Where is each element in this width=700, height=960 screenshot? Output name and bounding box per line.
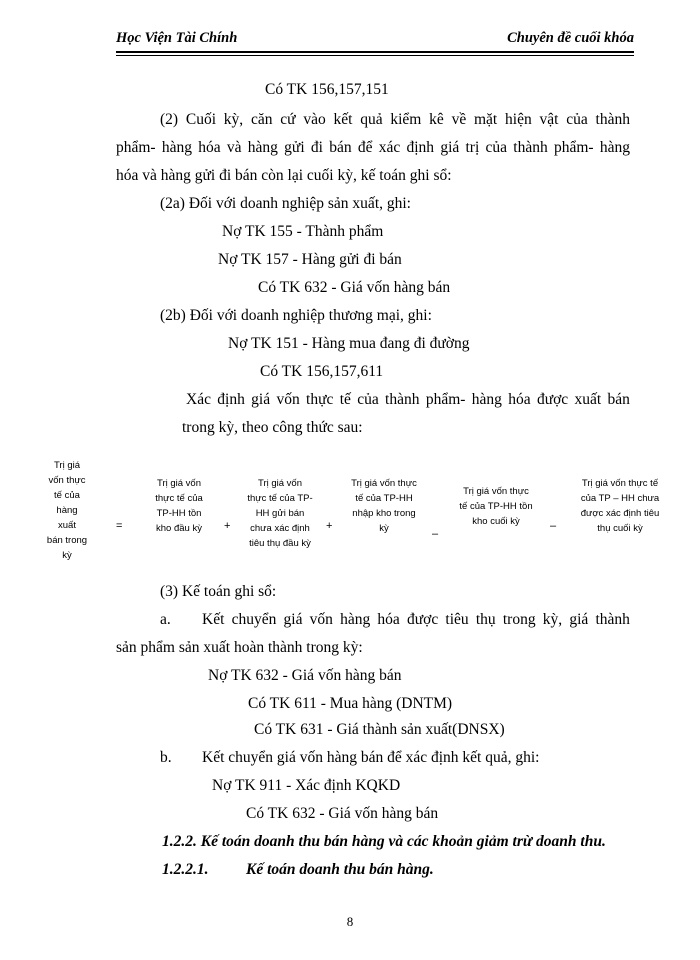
paragraph-2-line-1: [160, 110, 630, 130]
entry-no-tk-911: Nợ TK 911 - Xác định KQKD: [212, 777, 401, 794]
word: căn: [250, 111, 273, 128]
formula-minus-1: –: [432, 528, 439, 540]
word: thụ: [475, 611, 496, 628]
word: xuất: [574, 391, 602, 408]
formula-term-goods-sent-opening: [234, 476, 326, 551]
word: mặt: [474, 111, 498, 128]
word: hóa: [508, 391, 531, 408]
word: để: [357, 139, 373, 156]
formula-line: thực tế của TP-: [247, 493, 313, 504]
formula-line: tiêu thụ đầu kỳ: [249, 538, 311, 549]
word: phẩm-: [116, 139, 156, 156]
word: vốn: [309, 611, 333, 628]
word: vốn: [276, 391, 300, 408]
word: Xác: [186, 391, 211, 408]
formula-line: thực tế của: [155, 493, 203, 504]
word: định: [217, 391, 245, 408]
word: chuyển: [231, 611, 277, 628]
entry-co-tk-631: Có TK 631 - Giá thành sản xuất(DNSX): [254, 721, 505, 738]
formula-line: hàng: [56, 505, 78, 516]
formula-line: tế của TP-HH tồn: [459, 501, 533, 512]
word: vào: [303, 111, 326, 128]
word: giá: [440, 139, 460, 156]
formula-line: tế của: [54, 490, 80, 501]
formula-line: Trị giá vốn thực: [351, 478, 417, 489]
header-title: Chuyên đề cuối khóa: [507, 30, 634, 46]
word: thành: [595, 611, 630, 628]
word: của: [485, 139, 508, 156]
word: trị: [465, 139, 480, 156]
word: hóa: [198, 139, 221, 156]
word: Cuối: [185, 111, 217, 128]
formula-line: thụ cuối kỳ: [597, 523, 643, 534]
paragraph-2-line-3: hóa và hàng gửi đi bán còn lại cuối kỳ, kế toán ghi sổ:: [116, 167, 452, 184]
formula-line: nhập kho trong: [352, 508, 416, 519]
word: kê: [429, 111, 444, 128]
word: (2): [160, 111, 179, 128]
page-number: 8: [346, 914, 354, 929]
header-institution: Học Viện Tài Chính: [116, 30, 238, 46]
word: của: [566, 111, 588, 128]
entry-no-tk-155: Nợ TK 155 - Thành phẩm: [222, 223, 384, 240]
paragraph-2a: (2a) Đối với doanh nghiệp sản xuất, ghi:: [160, 195, 411, 212]
word: hàng: [340, 611, 371, 628]
formula-line: xuất: [58, 520, 76, 531]
word: đi: [310, 139, 323, 156]
header-rule-thin: [116, 55, 634, 56]
word: kỳ,: [223, 111, 244, 128]
formula-plus-2: +: [326, 520, 333, 532]
word: hàng: [247, 139, 278, 156]
word: thành: [513, 139, 548, 156]
item-a-line-1: [202, 610, 630, 630]
word: bán: [329, 139, 352, 156]
word: hiện: [505, 111, 532, 128]
formula-line: Trị giá vốn: [157, 478, 201, 489]
item-a-marker: a.: [160, 611, 171, 628]
word: cứ: [280, 111, 296, 128]
word: quả: [360, 111, 383, 128]
word: phẩm-: [425, 391, 466, 408]
word: được: [407, 611, 439, 628]
paragraph-xac-dinh-line-2: trong kỳ, theo công thức sau:: [182, 419, 363, 436]
word: về: [451, 111, 467, 128]
word: phẩm-: [553, 139, 594, 156]
word: thành: [595, 111, 630, 128]
word: định: [406, 139, 435, 156]
word: tiêu: [445, 611, 469, 628]
page-header: [116, 26, 634, 50]
formula-minus-2: –: [550, 520, 557, 532]
entry-co-tk-632-b: Có TK 632 - Giá vốn hàng bán: [246, 805, 439, 822]
entry-co-tk-156-157-611: Có TK 156,157,611: [260, 363, 384, 380]
formula-line: Trị giá vốn thực: [463, 486, 529, 497]
item-b-text: Kết chuyển giá vốn hàng bán để xác định kết quả, ghi:: [202, 749, 540, 766]
formula-line: vốn thực: [48, 475, 86, 486]
word: hàng: [161, 139, 192, 156]
word: giá: [251, 391, 271, 408]
paragraph-2b: (2b) Đối với doanh nghiệp thương mại, ghi:: [160, 307, 432, 324]
word: thực: [306, 391, 334, 408]
formula-line: Trị giá vốn thực tế: [581, 478, 659, 489]
formula-line: kho cuối kỳ: [472, 516, 520, 527]
word: gửi: [284, 139, 305, 156]
word: xác: [378, 139, 401, 156]
heading-1-2-2: 1.2.2. Kế toán doanh thu bán hàng và các khoản giảm trừ doanh thu.: [162, 833, 606, 850]
formula-term-closing-stock: [446, 484, 546, 529]
entry-co-tk-611: Có TK 611 - Mua hàng (DNTM): [248, 695, 453, 712]
formula-line: Trị giá vốn: [258, 478, 302, 489]
entry-no-tk-151: Nợ TK 151 - Hàng mua đang đi đường: [228, 335, 470, 352]
entry-no-tk-157: Nợ TK 157 - Hàng gửi đi bán: [218, 251, 402, 268]
word: hóa: [377, 611, 400, 628]
formula-term-opening-stock: [134, 476, 224, 536]
paragraph-xac-dinh-line-1: [186, 390, 630, 410]
formula-plus-1: +: [224, 520, 231, 532]
word: tế: [339, 391, 351, 408]
formula-term-goods-sent-closing: [566, 476, 674, 536]
word: thành: [385, 391, 420, 408]
formula-line: kỳ: [62, 550, 72, 561]
entry-co-tk-632: Có TK 632 - Giá vốn hàng bán: [258, 279, 451, 296]
word: bán: [607, 391, 630, 408]
formula-line: kỳ: [379, 523, 389, 534]
formula-line: kho đầu kỳ: [156, 523, 202, 534]
item-b-marker: b.: [160, 749, 172, 766]
formula-line: TP-HH tồn: [156, 508, 202, 519]
paragraph-3: (3) Kế toán ghi sổ:: [160, 583, 277, 600]
word: giá: [569, 611, 589, 628]
word: hàng: [599, 139, 630, 156]
formula-line: chưa xác định: [250, 523, 310, 534]
word: kiểm: [390, 111, 422, 128]
word: được: [536, 391, 569, 408]
formula-term-received-in-period: [338, 476, 430, 536]
formula-line: HH gửi bán: [255, 508, 305, 519]
formula-line: của TP – HH chưa: [580, 493, 660, 504]
formula-line: bán trong: [46, 535, 88, 546]
formula-line: được xác định tiêu: [580, 508, 660, 519]
word: hàng: [471, 391, 502, 408]
word: giá: [283, 611, 303, 628]
formula-equals: =: [116, 520, 123, 532]
word: vật: [539, 111, 559, 128]
word: Kết: [202, 611, 225, 628]
header-rule-thick: [116, 51, 634, 53]
paragraph-2-line-2: [116, 138, 630, 158]
heading-1-2-2-1-title: Kế toán doanh thu bán hàng.: [246, 861, 434, 878]
word: và: [226, 139, 242, 156]
heading-1-2-2-1-number: 1.2.2.1.: [162, 861, 209, 878]
word: kỳ,: [542, 611, 563, 628]
item-a-line-2: sản phẩm sản xuất hoàn thành trong kỳ:: [116, 639, 363, 656]
word: của: [357, 391, 379, 408]
text-co-tk-156-157-151: Có TK 156,157,151: [265, 81, 389, 98]
entry-no-tk-632: Nợ TK 632 - Giá vốn hàng bán: [208, 667, 402, 684]
formula-line: Trị giá: [53, 460, 81, 471]
formula-line: tế của TP-HH: [355, 493, 413, 504]
word: kết: [333, 111, 353, 128]
word: trong: [502, 611, 536, 628]
formula-lhs: [38, 458, 96, 563]
